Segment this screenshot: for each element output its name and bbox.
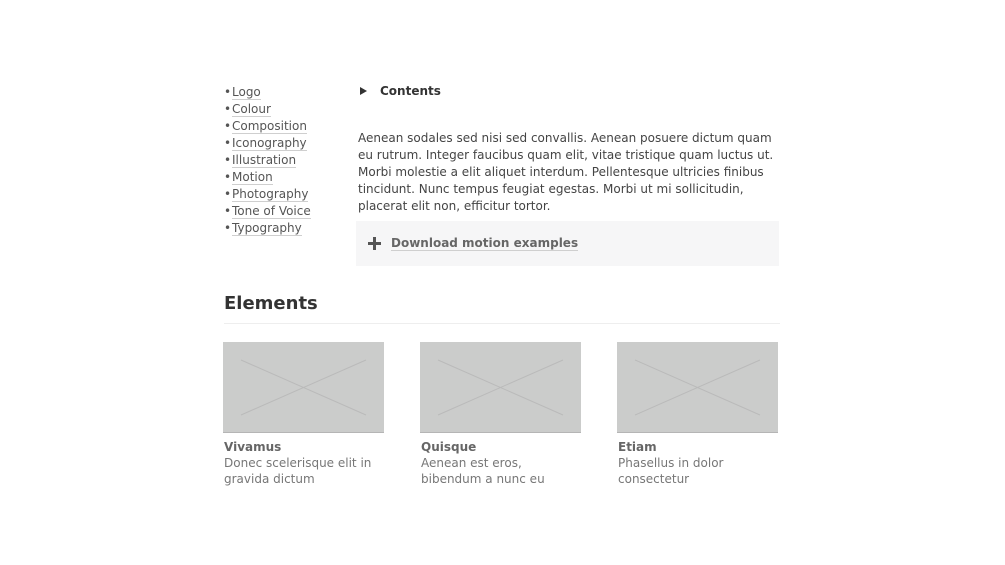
contents-label: Contents — [380, 84, 441, 98]
card-title: Etiam — [618, 440, 657, 454]
image-placeholder-icon — [223, 342, 384, 433]
card-description: Phasellus in dolor consectetur — [618, 456, 724, 486]
nav-item-tone-of-voice — [224, 203, 311, 220]
bullet: • — [224, 136, 232, 150]
element-card[interactable] — [223, 342, 384, 487]
body-paragraph: Aenean sodales sed nisi sed convallis. Aenean posuere dictum quam eu rutrum. Integer faucibus quam elit, vitae tristique quam luctus ut. Morbi molestie a elit aliquet interdum. Pellentesque ultricies finibus tincidunt. Nunc tempus feugiat egestas. Morbi ut mi sollicitudin, placerat elit non, efficitur tortor. — [358, 131, 774, 213]
nav-item-colour — [224, 101, 311, 118]
download-label: Download motion examples — [391, 236, 579, 250]
bullet: • — [224, 85, 232, 99]
nav-link-colour[interactable]: Colour — [232, 102, 271, 116]
nav-link-motion[interactable]: Motion — [232, 170, 273, 184]
bullet: • — [224, 204, 232, 218]
bullet: • — [224, 102, 232, 116]
card-description: Aenean est eros, bibendum a nunc eu — [421, 456, 545, 486]
nav-link-illustration[interactable]: Illustration — [232, 153, 297, 167]
divider — [224, 323, 780, 324]
nav-item-typography — [224, 220, 311, 237]
nav-item-composition — [224, 118, 311, 135]
nav-link-logo[interactable]: Logo — [232, 85, 261, 99]
triangle-right-icon — [360, 87, 367, 95]
card-title: Quisque — [421, 440, 477, 454]
card-description: Donec scelerisque elit in gravida dictum — [224, 456, 372, 486]
nav-item-illustration — [224, 152, 311, 169]
nav-link-photography[interactable]: Photography — [232, 187, 309, 201]
nav-link-tone-of-voice[interactable]: Tone of Voice — [232, 204, 311, 218]
download-motion-button[interactable] — [356, 221, 779, 266]
card-title: Vivamus — [224, 440, 282, 454]
sidebar-nav — [224, 84, 311, 237]
nav-link-composition[interactable]: Composition — [232, 119, 307, 133]
plus-icon — [368, 237, 381, 250]
element-card[interactable] — [617, 342, 778, 487]
nav-item-motion — [224, 169, 311, 186]
image-placeholder-icon — [420, 342, 581, 433]
element-card[interactable] — [420, 342, 581, 487]
image-placeholder-icon — [617, 342, 778, 433]
bullet: • — [224, 170, 232, 184]
bullet: • — [224, 187, 232, 201]
nav-item-logo — [224, 84, 311, 101]
nav-link-iconography[interactable]: Iconography — [232, 136, 307, 150]
nav-link-typography[interactable]: Typography — [232, 221, 302, 235]
section-title: Elements — [224, 293, 318, 314]
bullet: • — [224, 221, 232, 235]
nav-item-iconography — [224, 135, 311, 152]
bullet: • — [224, 153, 232, 167]
contents-toggle[interactable] — [360, 84, 441, 98]
bullet: • — [224, 119, 232, 133]
nav-item-photography — [224, 186, 311, 203]
